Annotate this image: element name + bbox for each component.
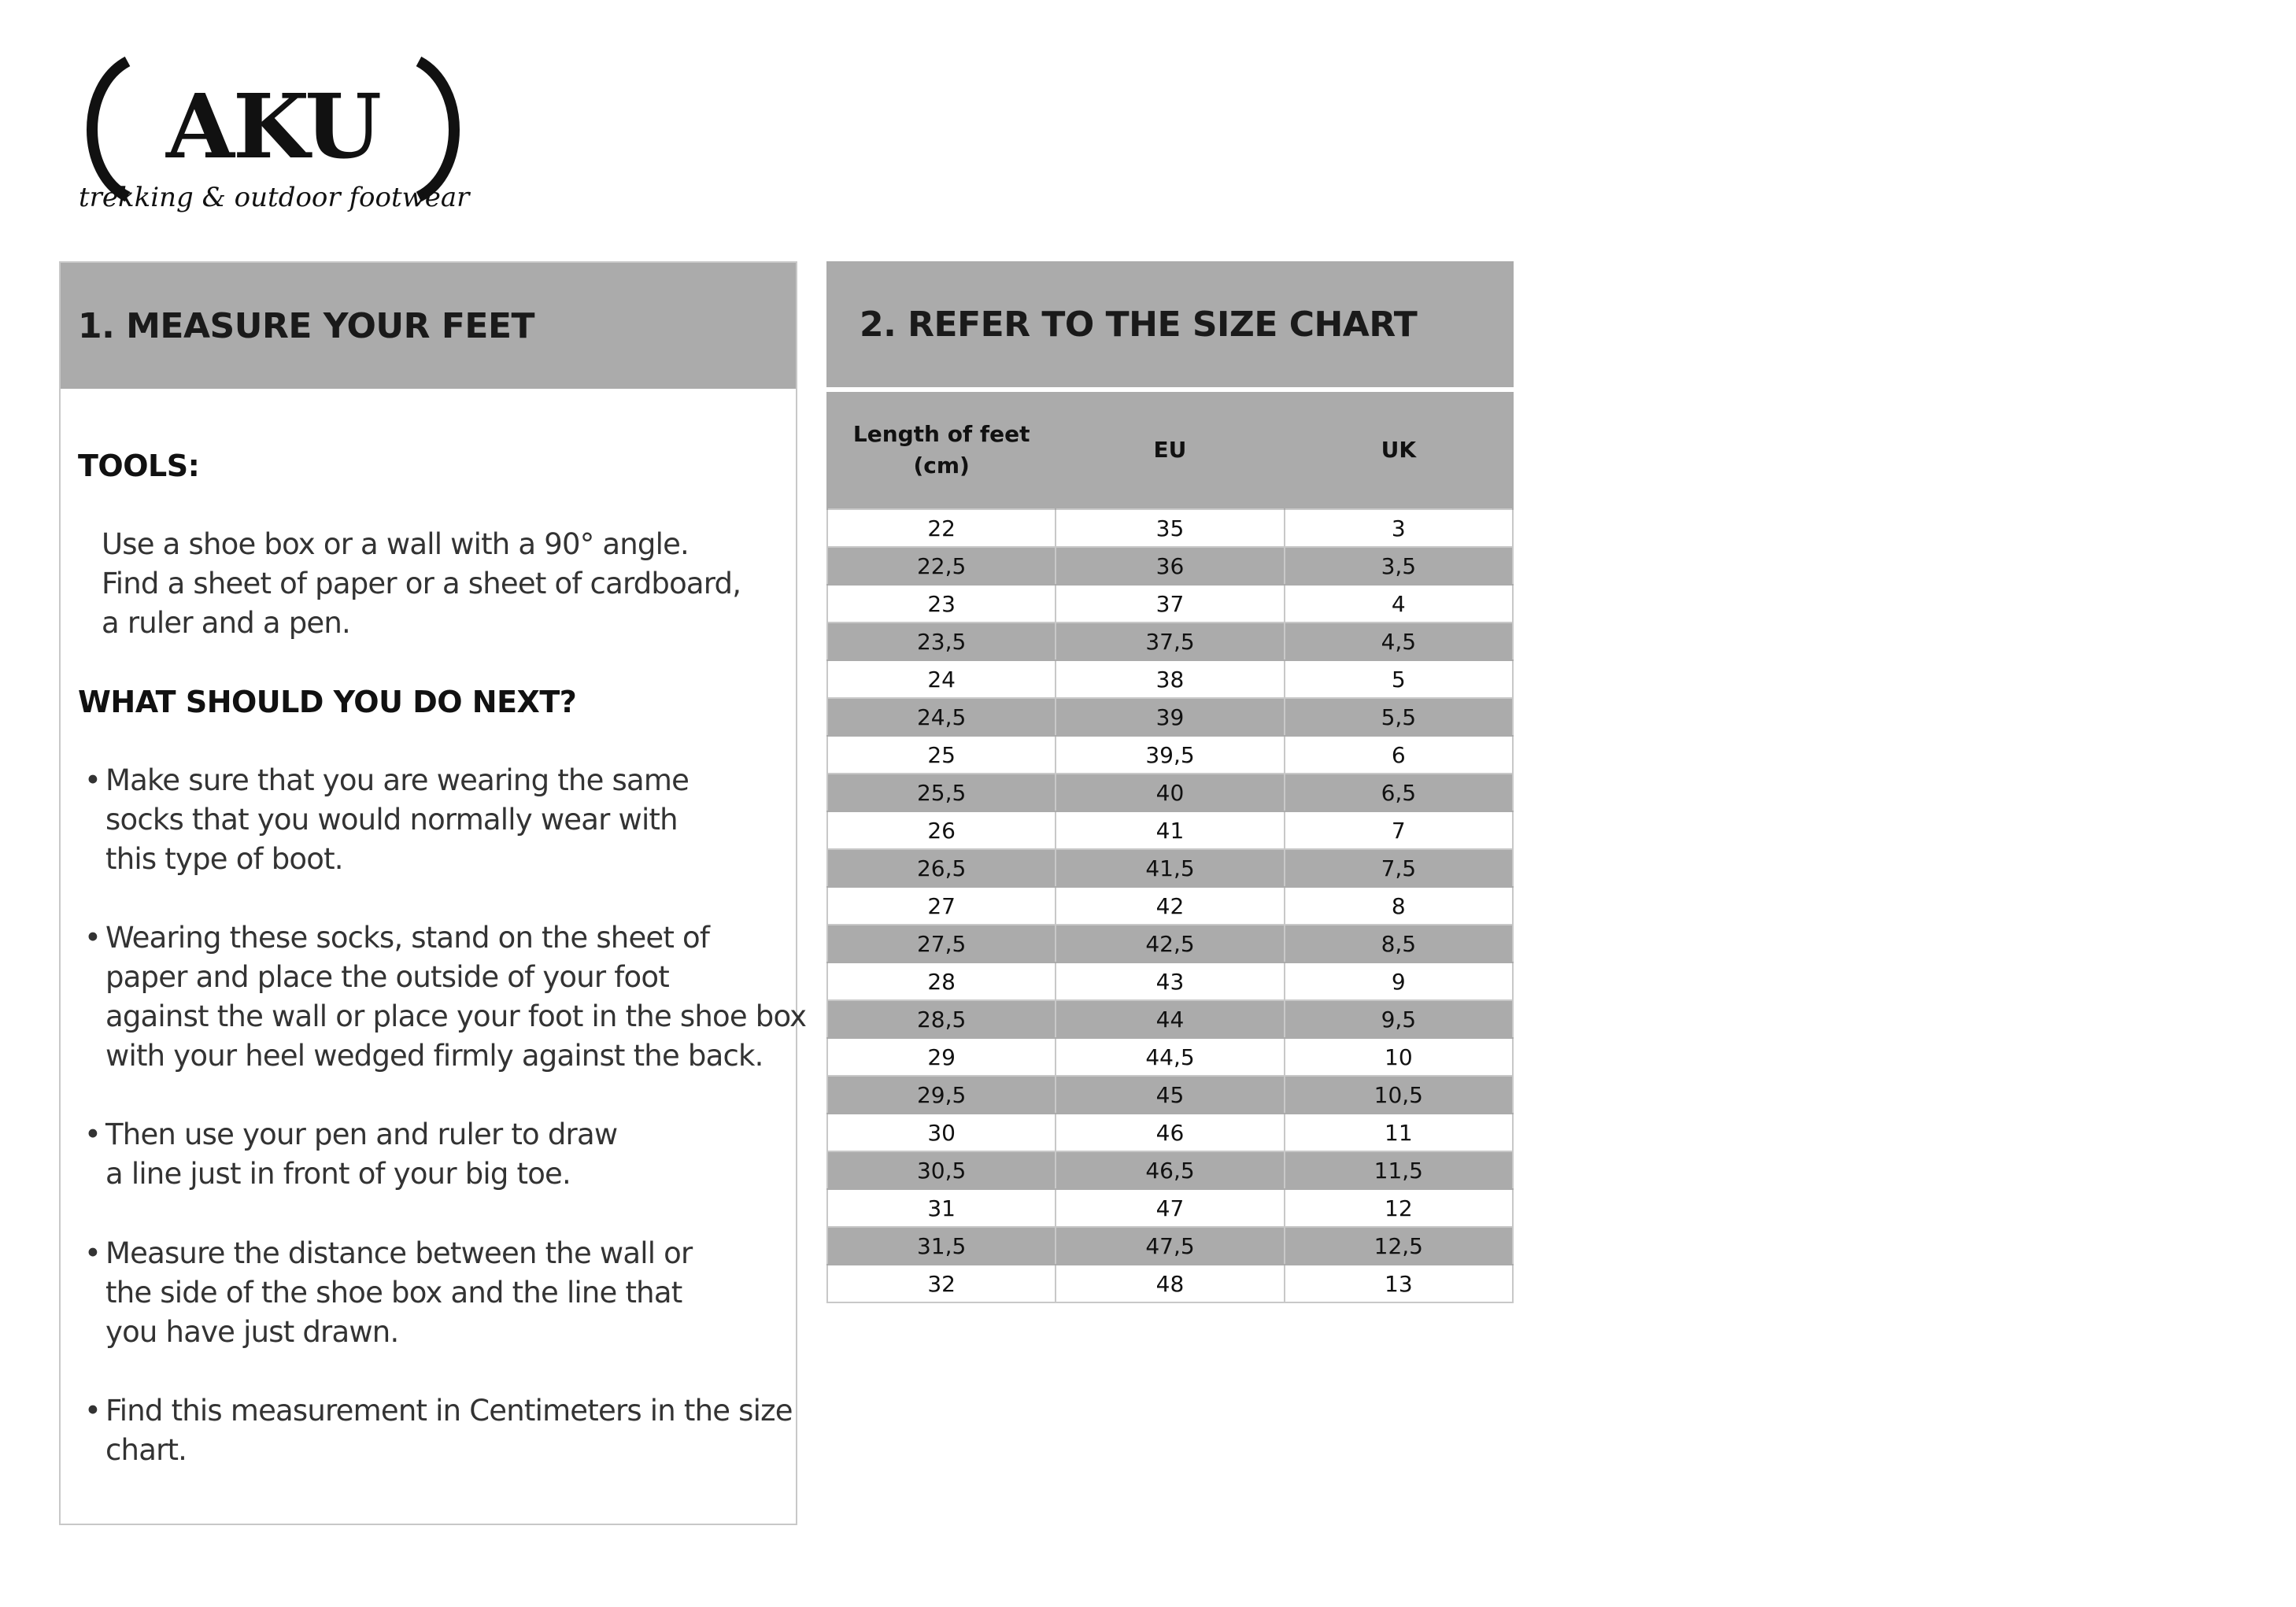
cell-eu: 45: [1056, 1076, 1284, 1114]
cell-eu: 38: [1056, 660, 1284, 698]
bullet-5: •: [84, 1394, 102, 1428]
cell-length: 26,5: [827, 849, 1056, 887]
cell-eu: 41,5: [1056, 849, 1284, 887]
cell-eu: 47,5: [1056, 1227, 1284, 1265]
cell-eu: 43: [1056, 962, 1284, 1000]
next-heading: WHAT SHOULD YOU DO NEXT?: [78, 685, 577, 719]
cell-uk: 13: [1285, 1265, 1513, 1302]
table-row: [827, 547, 1513, 585]
step-2-line-3: against the wall or place your foot in the shoe box: [105, 999, 807, 1033]
table-row: [827, 887, 1513, 925]
cell-eu: 35: [1056, 509, 1284, 547]
step-4-line-2: the side of the shoe box and the line that: [105, 1276, 682, 1310]
aku-logo-mark: [72, 55, 474, 224]
table-row: [827, 774, 1513, 811]
cell-eu: 42,5: [1056, 925, 1284, 962]
cell-eu: 42: [1056, 887, 1284, 925]
step-3-line-1: Then use your pen and ruler to draw: [105, 1118, 618, 1151]
cell-length: 22: [827, 509, 1056, 547]
cell-eu: 47: [1056, 1189, 1284, 1227]
cell-length: 28: [827, 962, 1056, 1000]
logo-brand: AKU: [166, 76, 380, 179]
table-row: [827, 925, 1513, 962]
step-2-line-1: Wearing these socks, stand on the sheet of: [105, 921, 710, 955]
table-row: [827, 1265, 1513, 1302]
step-1-line-1: Make sure that you are wearing the same: [105, 763, 690, 797]
size-chart-table: [826, 392, 1514, 1303]
step-1-line-2: socks that you would normally wear with: [105, 803, 678, 837]
cell-length: 30: [827, 1114, 1056, 1151]
table-row: [827, 1227, 1513, 1265]
cell-length: 24,5: [827, 698, 1056, 736]
table-row: [827, 1076, 1513, 1114]
cell-length: 32: [827, 1265, 1056, 1302]
size-chart-header-row: [827, 392, 1513, 509]
table-row: [827, 1000, 1513, 1038]
cell-uk: 7: [1285, 811, 1513, 849]
bullet-2: •: [84, 921, 102, 955]
cell-length: 27,5: [827, 925, 1056, 962]
table-row: [827, 736, 1513, 774]
cell-uk: 10,5: [1285, 1076, 1513, 1114]
cell-length: 31,5: [827, 1227, 1056, 1265]
header-length: [827, 392, 1056, 509]
tools-heading: TOOLS:: [78, 449, 200, 483]
cell-uk: 6,5: [1285, 774, 1513, 811]
cell-uk: 9: [1285, 962, 1513, 1000]
cell-eu: 44: [1056, 1000, 1284, 1038]
cell-uk: 11,5: [1285, 1151, 1513, 1189]
cell-length: 24: [827, 660, 1056, 698]
step-4-line-1: Measure the distance between the wall or: [105, 1236, 693, 1270]
table-row: [827, 1114, 1513, 1151]
cell-uk: 11: [1285, 1114, 1513, 1151]
cell-eu: 40: [1056, 774, 1284, 811]
cell-length: 25,5: [827, 774, 1056, 811]
cell-uk: 5: [1285, 660, 1513, 698]
bullet-1: •: [84, 763, 102, 797]
cell-length: 30,5: [827, 1151, 1056, 1189]
cell-uk: 4: [1285, 585, 1513, 622]
table-row: [827, 1038, 1513, 1076]
cell-uk: 8,5: [1285, 925, 1513, 962]
cell-uk: 5,5: [1285, 698, 1513, 736]
cell-length: 27: [827, 887, 1056, 925]
cell-length: 28,5: [827, 1000, 1056, 1038]
step-1-line-3: this type of boot.: [105, 842, 343, 876]
tools-line-1: Use a shoe box or a wall with a 90° angle.: [102, 527, 690, 561]
step-3-line-2: a line just in front of your big toe.: [105, 1157, 571, 1191]
step-5-line-1: Find this measurement in Centimeters in the size: [105, 1394, 793, 1428]
cell-uk: 3: [1285, 509, 1513, 547]
header-length-line-1: Length of feet: [852, 421, 1030, 447]
cell-uk: 4,5: [1285, 622, 1513, 660]
table-row: [827, 698, 1513, 736]
table-row: [827, 962, 1513, 1000]
table-row: [827, 1189, 1513, 1227]
logo-tagline: trekking & outdoor footwear: [79, 182, 470, 213]
table-row: [827, 849, 1513, 887]
cell-length: 23: [827, 585, 1056, 622]
cell-eu: 44,5: [1056, 1038, 1284, 1076]
step-4-line-3: you have just drawn.: [105, 1315, 399, 1349]
cell-length: 23,5: [827, 622, 1056, 660]
tools-line-3: a ruler and a pen.: [102, 606, 350, 640]
measure-panel: [59, 261, 807, 1525]
cell-eu: 48: [1056, 1265, 1284, 1302]
tools-line-2: Find a sheet of paper or a sheet of cardboard,: [102, 567, 741, 600]
cell-uk: 9,5: [1285, 1000, 1513, 1038]
cell-eu: 41: [1056, 811, 1284, 849]
cell-uk: 10: [1285, 1038, 1513, 1076]
table-row: [827, 811, 1513, 849]
table-row: [827, 509, 1513, 547]
cell-length: 29,5: [827, 1076, 1056, 1114]
cell-uk: 6: [1285, 736, 1513, 774]
cell-eu: 39,5: [1056, 736, 1284, 774]
table-row: [827, 622, 1513, 660]
cell-length: 29: [827, 1038, 1056, 1076]
header-uk: UK: [1285, 392, 1513, 509]
size-chart-header: [826, 261, 1514, 387]
step-5-line-2: chart.: [105, 1433, 187, 1467]
cell-uk: 7,5: [1285, 849, 1513, 887]
cell-eu: 46,5: [1056, 1151, 1284, 1189]
step-2-line-4: with your heel wedged firmly against the back.: [105, 1039, 763, 1073]
aku-logo: [72, 55, 474, 224]
cell-eu: 37,5: [1056, 622, 1284, 660]
measure-header: [61, 263, 796, 389]
cell-uk: 8: [1285, 887, 1513, 925]
cell-length: 26: [827, 811, 1056, 849]
header-eu: EU: [1056, 392, 1284, 509]
cell-length: 31: [827, 1189, 1056, 1227]
header-length-line-2: (cm): [913, 453, 970, 478]
cell-uk: 12: [1285, 1189, 1513, 1227]
table-row: [827, 585, 1513, 622]
table-row: [827, 1151, 1513, 1189]
cell-uk: 12,5: [1285, 1227, 1513, 1265]
bullet-3: •: [84, 1118, 102, 1151]
measure-title: 1. MEASURE YOUR FEET: [78, 305, 535, 346]
cell-eu: 37: [1056, 585, 1284, 622]
cell-eu: 46: [1056, 1114, 1284, 1151]
cell-eu: 39: [1056, 698, 1284, 736]
cell-length: 25: [827, 736, 1056, 774]
table-row: [827, 660, 1513, 698]
cell-eu: 36: [1056, 547, 1284, 585]
size-chart-title: 2. REFER TO THE SIZE CHART: [860, 304, 1418, 345]
cell-uk: 3,5: [1285, 547, 1513, 585]
step-2-line-2: paper and place the outside of your foot: [105, 960, 669, 994]
cell-length: 22,5: [827, 547, 1056, 585]
bullet-4: •: [84, 1236, 102, 1270]
